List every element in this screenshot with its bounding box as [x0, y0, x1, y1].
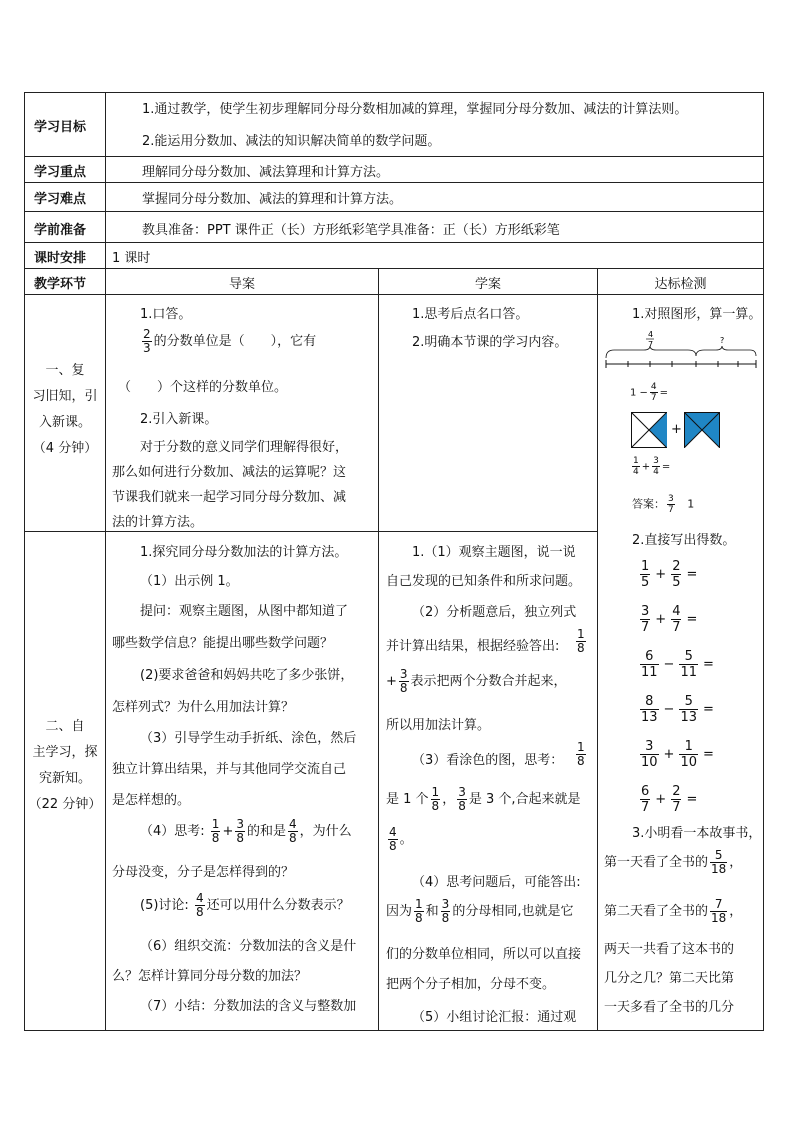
problems-list [638, 552, 758, 822]
stage-column-header: 教学环节 [34, 277, 87, 292]
s2-study-l3: （2）分析题意后，独立列式 [412, 605, 577, 620]
segment-diagram [604, 328, 760, 376]
s1-guide-l5: 对于分数的意义同学们理解得很好， [140, 440, 349, 455]
square-three-quarter-icon [684, 412, 720, 448]
s1-guide-l7: 节课我们就来一起学习同分母分数加、减 [112, 490, 347, 505]
check-q3-l1: 3.小明看一本故事书， [632, 826, 762, 841]
s2-guide-l12: (5)讨论: $\frac{4}{8}$ 还可以用什么分数表示？ [140, 891, 350, 919]
squares-plus: + [671, 422, 682, 437]
s2-guide-l15: （7）小结：分数加法的含义与整数加 [140, 999, 357, 1014]
s2-study-l6: 所以用加法计算。 [386, 718, 491, 733]
prep-label: 学前准备 [34, 223, 87, 238]
difficulty-text: 掌握同分母分数加、减法的算理和计算方法。 [142, 192, 403, 207]
schedule-label: 课时安排 [34, 251, 87, 266]
problem-operator: + [655, 567, 667, 582]
guide-column-header: 导案 [228, 277, 255, 292]
problem-operator: − [663, 657, 675, 672]
problem-fraction: $\frac{5}{11}$ [680, 649, 697, 680]
check-q2: 2.直接写出得数。 [632, 533, 736, 548]
problem-fraction: $\frac{6}{11}$ [641, 649, 658, 680]
s1-guide-l2: $\frac{2}{3}$ 的分数单位是（ ），它有 [143, 327, 317, 355]
problem-row [638, 777, 758, 822]
s1-guide-l1: 1.口答。 [140, 307, 192, 322]
problem-equals: = [703, 657, 714, 672]
problem-row [638, 642, 758, 687]
problem-fraction: $\frac{6}{7}$ [641, 784, 650, 815]
goal-item-1: 1.通过教学，使学生初步理解同分母分数相加减的算理，掌握同分母分数加、减法的计算法则。 [142, 102, 688, 117]
svg-text:7: 7 [648, 340, 654, 349]
s2-study-l8: 是 1 个 $\frac{1}{8}$ ， $\frac{3}{8}$ 是 3 个,合起来就是 [386, 785, 581, 813]
check-q3-l3: 第二天看了全书的 $\frac{7}{18}$ ， [604, 897, 743, 925]
check-eq2: $\frac{1}{4}$ + $\frac{3}{4}$ = [633, 456, 671, 477]
problem-row [638, 597, 758, 642]
problem-row [638, 687, 758, 732]
s2-guide-l1: 1.探究同分母分数加法的计算方法。 [140, 545, 348, 560]
problem-row [638, 552, 758, 597]
check-q3-l4: 两天一共看了这本书的 [604, 942, 735, 957]
s1-study-l1: 1.思考后点名口答。 [412, 307, 529, 322]
problem-equals: = [686, 612, 698, 627]
s1-guide-l3: （ ）个这样的分数单位。 [118, 380, 288, 395]
problem-operator: − [663, 702, 675, 717]
problem-fraction: $\frac{3}{7}$ [641, 604, 650, 635]
s1-study-l2: 2.明确本节课的学习内容。 [412, 335, 568, 350]
s2-guide-l10: （4）思考: $\frac{1}{8}$ + $\frac{3}{8}$ 的和是 $\frac{4}{8}$ ，为什么 [140, 817, 352, 845]
problem-operator: + [655, 792, 667, 807]
problem-row [638, 732, 758, 777]
check-answer: 答案： $\frac{3}{7}$ 1 [632, 494, 695, 515]
check-q3-l6: 一天多看了全书的几分 [604, 1000, 735, 1015]
problem-fraction: $\frac{1}{10}$ [680, 739, 697, 770]
problem-operator: + [663, 747, 675, 762]
s2-study-frac-1-8: $\frac{1}{8}$ [577, 627, 585, 655]
key-text: 理解同分母分数加、减法算理和计算方法。 [142, 165, 390, 180]
problem-fraction: $\frac{2}{7}$ [672, 784, 681, 815]
s2-study-l10: （4）思考问题后，可能答出: [412, 875, 581, 890]
s2-study-l2: 自己发现的已知条件和所求问题。 [386, 574, 582, 589]
s2-guide-l7: （3）引导学生动手折纸、涂色，然后 [140, 731, 357, 746]
s1-guide-l6: 那么如何进行分数加、减法的运算呢？这 [112, 465, 347, 480]
s2-study-l5: + $\frac{3}{8}$ 表示把两个分数合并起来， [386, 667, 567, 695]
check-q3-l2: 第一天看了全书的 $\frac{5}{18}$ ， [604, 848, 743, 876]
problem-operator: + [655, 612, 667, 627]
problem-fraction: $\frac{8}{13}$ [641, 694, 658, 725]
s2-study-l11: 因为 $\frac{1}{8}$ 和 $\frac{3}{8}$ 的分母相同,也就是它 [386, 897, 574, 925]
s2-study-l14: （5）小组讨论汇报：通过观 [412, 1010, 577, 1025]
check-column-header: 达标检测 [654, 277, 707, 292]
s1-guide-l4: 2.引入新课。 [140, 412, 218, 427]
s2-guide-l13: （6）组织交流：分数加法的含义是什 [140, 939, 357, 954]
problem-fraction: $\frac{3}{10}$ [641, 739, 658, 770]
s2-study-l4: 并计算出结果，根据经验答出: [386, 639, 560, 654]
s2-guide-l8: 独立计算出结果，并与其他同学交流自己 [112, 762, 347, 777]
section1-label: 一、复 习旧知，引 入新课。 （4 分钟） [32, 363, 98, 456]
difficulty-label: 学习难点 [34, 192, 87, 207]
check-q1: 1.对照图形，算一算。 [632, 307, 762, 322]
problem-equals: = [703, 702, 714, 717]
goals-label: 学习目标 [34, 120, 87, 135]
s2-guide-l4: 哪些数学信息？能提出哪些数学问题？ [112, 636, 334, 651]
problem-equals: = [686, 792, 698, 807]
square-quarter-icon [631, 412, 667, 448]
check-eq1: 1 − $\frac{4}{7}$ = [630, 382, 669, 403]
seg-question: ? [720, 336, 725, 345]
problem-fraction: $\frac{5}{13}$ [680, 694, 697, 725]
goal-item-2: 2.能运用分数加、减法的知识解决简单的数学问题。 [142, 134, 441, 149]
s2-guide-l5: (2)要求爸爸和妈妈共吃了多少张饼， [140, 668, 354, 683]
s1-guide-l8: 法的计算方法。 [112, 515, 204, 530]
schedule-text: 1 课时 [112, 251, 151, 266]
study-column-header: 学案 [474, 277, 501, 292]
problem-fraction: $\frac{1}{5}$ [641, 559, 650, 590]
section2-label: 二、自 主学习，探 究新知。 （22 分钟） [28, 719, 102, 812]
problem-fraction: $\frac{4}{7}$ [672, 604, 681, 635]
s2-study-l7: （3）看涂色的图，思考： [412, 753, 564, 768]
problem-equals: = [686, 567, 698, 582]
s2-guide-l2: （1）出示例 1。 [140, 574, 239, 589]
s2-guide-l9: 是怎样想的。 [112, 793, 191, 808]
s2-study-l1: 1.（1）观察主题图，说一说 [412, 545, 576, 560]
s2-study-l12: 们的分数单位相同，所以可以直接 [386, 947, 582, 962]
s2-guide-l14: 么？怎样计算同分母分数的加法？ [112, 969, 308, 984]
problem-fraction: $\frac{2}{5}$ [672, 559, 681, 590]
problem-equals: = [703, 747, 714, 762]
s2-study-l13: 把两个分子相加，分母不变。 [386, 977, 556, 992]
seg-label-top: 4 [648, 330, 654, 339]
s2-guide-l6: 怎样列式？为什么用加法计算？ [112, 700, 295, 715]
s2-guide-l11: 分母没变，分子是怎样得到的？ [112, 865, 295, 880]
s2-study-l9: $\frac{4}{8}$ 。 [389, 825, 413, 853]
s2-guide-l3: 提问：观察主题图，从图中都知道了 [140, 604, 349, 619]
key-label: 学习重点 [34, 165, 87, 180]
prep-text: 教具准备：PPT 课件正（长）方形纸彩笔学具准备：正（长）方形纸彩笔 [142, 223, 560, 238]
check-q3-l5: 几分之几？第二天比第 [604, 971, 735, 986]
s2-study-frac-1-8b: $\frac{1}{8}$ [577, 740, 585, 768]
